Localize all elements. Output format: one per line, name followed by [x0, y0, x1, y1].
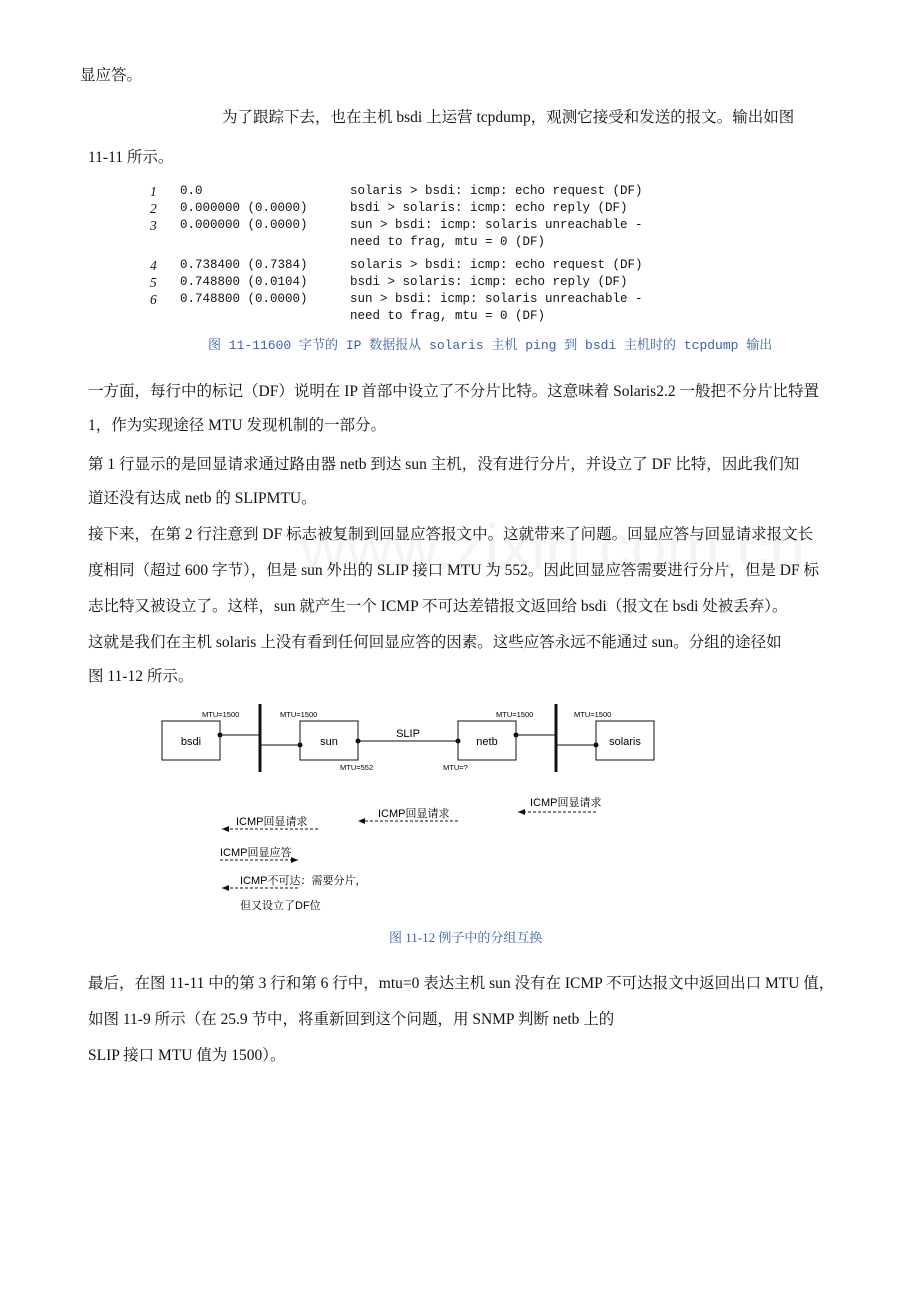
arrow-label: ICMP不可达：需要分片，: [240, 875, 367, 887]
body-line: 一方面，每行中的标记（DF）说明在 IP 首部中设立了不分片比特。这意味着 Solaris2.2 一般把不分片比特置: [88, 383, 819, 400]
arrow-label: ICMP回显请求: [530, 797, 602, 809]
slip-label: SLIP: [396, 728, 420, 740]
figure-11-12-caption: 图 11-12 例子中的分组互换: [389, 930, 543, 945]
body-line: 志比特又被设立了。这样，sun 就产生一个 ICMP 不可达差错报文返回给 bsdi（报文在 bsdi 处被丢弃）。: [88, 598, 788, 615]
host-netb-label: netb: [476, 736, 498, 748]
final-line: 最后，在图 11-11 中的第 3 行和第 6 行中，mtu=0 表达主机 sun 没有在 ICMP 不可达报文中返回出口 MTU 值，: [88, 975, 835, 992]
host-solaris-label: solaris: [609, 736, 641, 748]
paragraph-intro-line2: 11-11 所示。: [88, 149, 174, 166]
arrow-label: ICMP回显请求: [378, 808, 450, 820]
mtu-label: MTU=1500: [280, 710, 318, 719]
mtu-label: MTU=1500: [574, 710, 612, 719]
top-line: 显应答。: [80, 67, 143, 84]
mtu-label: MTU=1500: [202, 710, 240, 719]
arrow-label: ICMP回显应答: [220, 847, 292, 859]
final-line: SLIP 接口 MTU 值为 1500）。: [88, 1047, 286, 1064]
network-diagram: [150, 700, 690, 920]
mtu-label: MTU=552: [340, 763, 374, 772]
body-line: 接下来，在第 2 行注意到 DF 标志被复制到回显应答报文中。这就带来了问题。回显应答与回显请求报文长: [88, 526, 814, 543]
body-line: 道还没有达成 netb 的 SLIPMTU。: [88, 490, 317, 507]
mtu-label: MTU=?: [443, 763, 468, 772]
body-line: 1，作为实现途径 MTU 发现机制的一部分。: [88, 417, 386, 434]
paragraph-intro-line1: 为了跟踪下去，也在主机 bsdi 上运营 tcpdump，观测它接受和发送的报文。输出如图: [222, 109, 795, 126]
body-line: 第 1 行显示的是回显请求通过路由器 netb 到达 sun 主机，没有进行分片，并设立了 DF 比特，因此我们知: [88, 456, 800, 473]
mtu-label: MTU=1500: [496, 710, 534, 719]
body-line: 这就是我们在主机 solaris 上没有看到任何回显应答的因素。这些应答永远不能通过 sun。分组的途径如: [88, 634, 782, 651]
host-bsdi-label: bsdi: [180, 736, 202, 748]
body-line: 度相同（超过 600 字节），但是 sun 外出的 SLIP 接口 MTU 为 552。因此回显应答需要进行分片，但是 DF 标: [88, 562, 819, 579]
host-sun-label: sun: [320, 736, 338, 748]
body-line: 图 11-12 所示。: [88, 668, 194, 685]
figure-11-11-caption: 图 11-11600 字节的 IP 数据报从 solaris 主机 ping 到 bsdi 主机时的 tcpdump 输出: [208, 338, 773, 353]
arrow-label: ICMP回显请求: [236, 816, 308, 828]
arrow-label: 但又设立了DF位: [240, 900, 321, 912]
final-line: 如图 11-9 所示（在 25.9 节中，将重新回到这个问题，用 SNMP 判断 netb 上的: [88, 1011, 615, 1028]
